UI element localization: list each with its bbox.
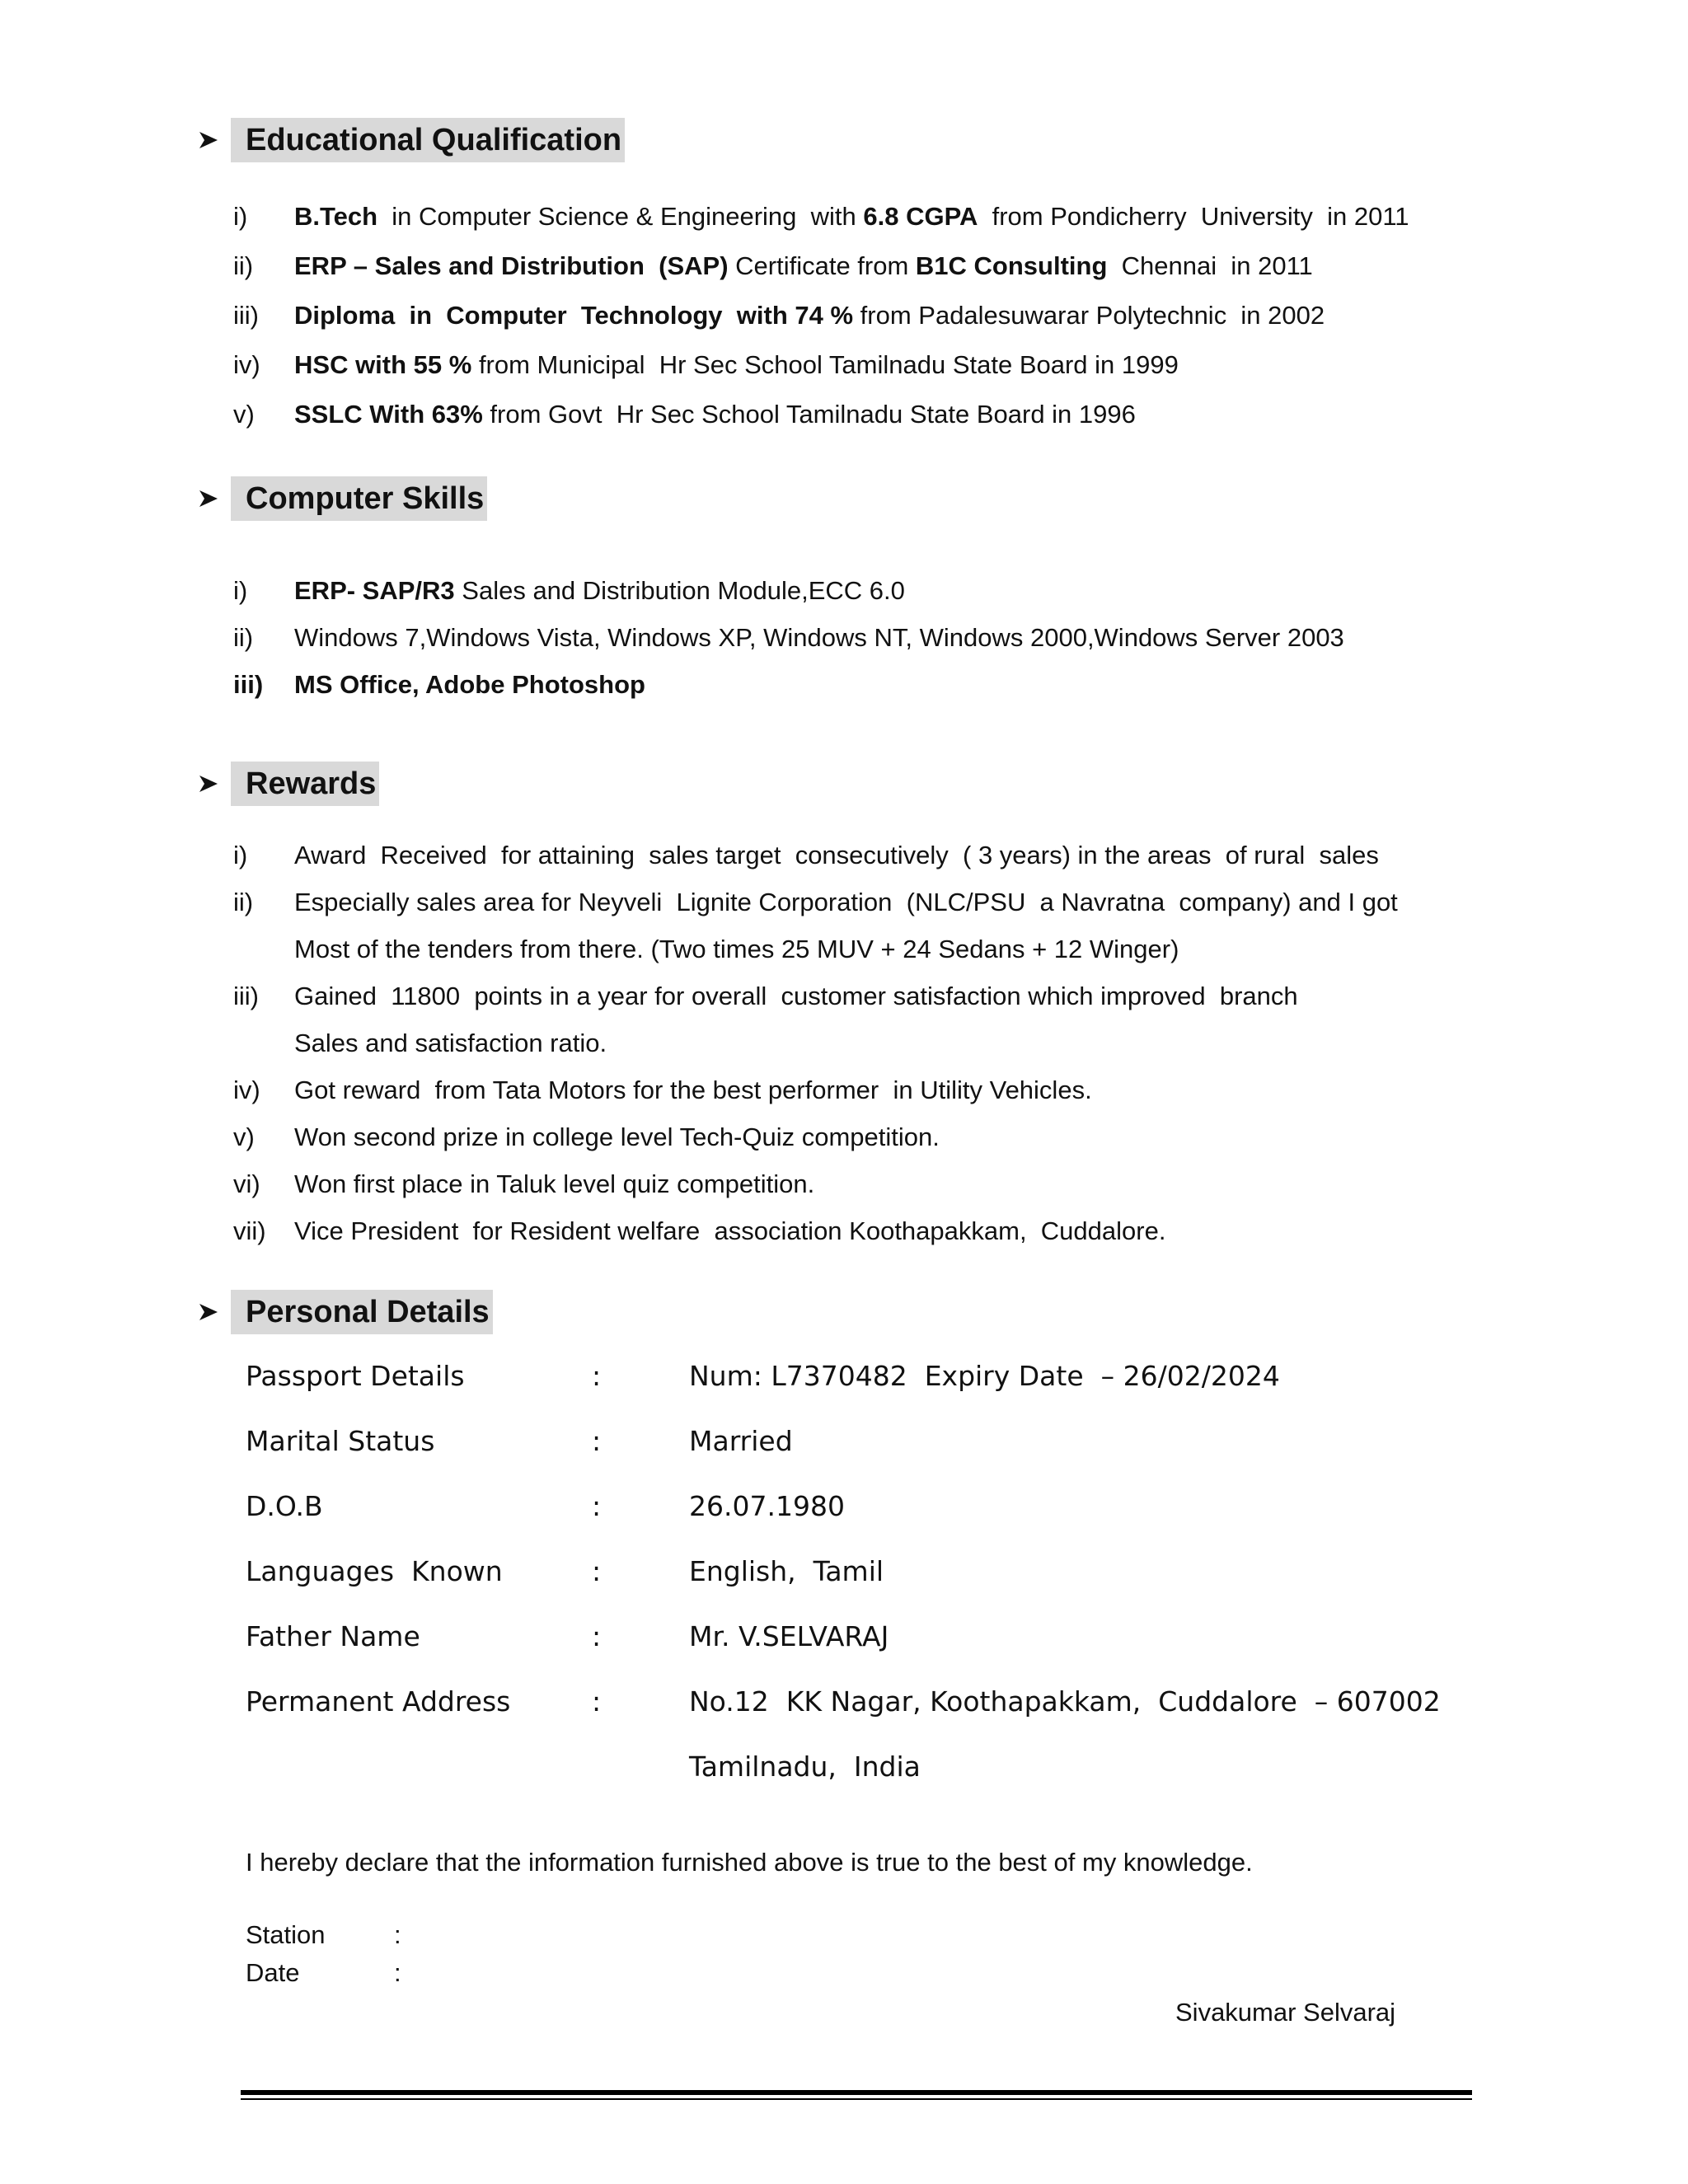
list-item-number: i) <box>233 576 248 605</box>
text-run: Especially sales area for Neyveli Lignite Corporation (NLC/PSU a Navratna company) and I got <box>294 888 1398 916</box>
detail-label: Passport Details <box>246 1360 465 1392</box>
list-item-text <box>294 202 1409 231</box>
list-item <box>231 832 1517 879</box>
detail-label: Permanent Address <box>246 1685 511 1718</box>
list-item-number: ii) <box>233 623 254 652</box>
text-run: Gained 11800 points in a year for overall customer satisfaction which improved branch <box>294 982 1298 1010</box>
list-item <box>231 291 1517 340</box>
detail-colon: : <box>592 1620 602 1652</box>
list-item-text <box>294 982 1298 1010</box>
section-heading-skills <box>198 476 487 521</box>
list-item-number: vi) <box>233 1169 260 1198</box>
text-run: Sales and Distribution Module,ECC 6.0 <box>454 576 905 605</box>
list-item-text <box>294 1216 1165 1245</box>
list-item-text <box>294 576 905 605</box>
text-run: Award Received for attaining sales target consecutively ( 3 years) in the areas of rural sales <box>294 841 1379 869</box>
station-colon: : <box>394 1920 401 1949</box>
list-item-text <box>294 1122 940 1151</box>
list-item-number: i) <box>233 841 248 869</box>
list-item-number: ii) <box>233 888 254 916</box>
list-item-text <box>294 350 1179 379</box>
list-item-text <box>294 623 1344 652</box>
text-run: Chennai in 2011 <box>1107 251 1313 280</box>
rewards-list <box>231 832 1517 1254</box>
list-item-number: vii) <box>233 1216 266 1245</box>
arrowhead-bullet-icon <box>198 1302 231 1322</box>
section-title: Rewards <box>231 762 379 806</box>
list-item-text <box>294 841 1379 869</box>
list-item <box>231 1113 1517 1160</box>
list-item-number: iv) <box>233 350 260 379</box>
list-item-number: v) <box>233 1122 255 1151</box>
text-run: from Govt Hr Sec School Tamilnadu State Board in 1996 <box>482 400 1136 429</box>
bold-text: ERP- SAP/R3 <box>294 576 455 605</box>
bold-text: B.Tech <box>294 202 378 231</box>
list-item <box>231 614 1517 661</box>
list-item-continuation: Sales and satisfaction ratio. <box>294 1029 607 1057</box>
detail-label: Father Name <box>246 1620 420 1652</box>
list-item-number: iii) <box>233 982 259 1010</box>
personal-details-table <box>246 1352 1482 1783</box>
list-item <box>231 879 1517 972</box>
bold-text: ERP – Sales and Distribution (SAP) <box>294 251 729 280</box>
date-colon: : <box>394 1958 401 1987</box>
detail-value: No.12 KK Nagar, Koothapakkam, Cuddalore – 607002 <box>689 1685 1441 1718</box>
list-item-number: iv) <box>233 1076 260 1104</box>
list-item-continuation: Most of the tenders from there. (Two times 25 MUV + 24 Sedans + 12 Winger) <box>294 935 1179 963</box>
detail-colon: : <box>592 1425 602 1457</box>
personal-detail-row <box>246 1417 1482 1482</box>
detail-value: Num: L7370482 Expiry Date – 26/02/2024 <box>689 1360 1280 1392</box>
detail-value: Married <box>689 1425 793 1457</box>
date-line <box>246 1958 401 1988</box>
list-item <box>231 1207 1517 1254</box>
section-heading-personal <box>198 1290 493 1334</box>
list-item-text <box>294 670 645 699</box>
arrowhead-bullet-icon <box>198 489 231 509</box>
list-item-number: i) <box>233 202 248 231</box>
list-item-number: iii) <box>233 301 259 330</box>
list-item-number: ii) <box>233 251 254 280</box>
personal-detail-row <box>246 1547 1482 1612</box>
personal-detail-row <box>246 1352 1482 1417</box>
bold-text: MS Office, Adobe Photoshop <box>294 670 645 699</box>
bold-text: B1C Consulting <box>915 251 1108 280</box>
date-label: Date <box>246 1958 300 1987</box>
section-title: Computer Skills <box>231 476 487 521</box>
text-run: in Computer Science & Engineering with <box>377 202 864 231</box>
detail-colon: : <box>592 1685 602 1718</box>
list-item <box>231 340 1517 390</box>
list-item-text <box>294 888 1398 916</box>
section-heading-rewards <box>198 762 379 806</box>
list-item <box>231 567 1517 614</box>
bold-text: SSLC With 63% <box>294 400 483 429</box>
list-item <box>231 390 1517 439</box>
detail-colon: : <box>592 1490 602 1522</box>
personal-detail-row <box>246 1677 1482 1783</box>
list-item-text <box>294 1076 1092 1104</box>
text-run: Vice President for Resident welfare association Koothapakkam, Cuddalore. <box>294 1216 1166 1245</box>
text-run: Won first place in Taluk level quiz competition. <box>294 1169 815 1198</box>
bold-text: Diploma in Computer Technology with 74 % <box>294 301 854 330</box>
detail-colon: : <box>592 1360 602 1392</box>
text-run: from Pondicherry University in 2011 <box>978 202 1409 231</box>
detail-value: English, Tamil <box>689 1555 884 1587</box>
detail-label: D.O.B <box>246 1490 323 1522</box>
section-title: Personal Details <box>231 1290 493 1334</box>
detail-value-continuation: Tamilnadu, India <box>689 1750 921 1783</box>
detail-colon: : <box>592 1555 602 1587</box>
text-run: from Municipal Hr Sec School Tamilnadu State Board in 1999 <box>471 350 1179 379</box>
arrowhead-bullet-icon <box>198 774 231 794</box>
footer-thick-rule <box>241 2090 1472 2095</box>
detail-value: Mr. V.SELVARAJ <box>689 1620 889 1652</box>
list-item <box>231 192 1517 241</box>
text-run: Got reward from Tata Motors for the best performer in Utility Vehicles. <box>294 1076 1092 1104</box>
declaration-text: I hereby declare that the information furnished above is true to the best of my knowledge. <box>246 1848 1253 1877</box>
text-run: Won second prize in college level Tech-Quiz competition. <box>294 1122 940 1151</box>
list-item-text <box>294 301 1325 330</box>
text-run: Certificate from <box>728 251 916 280</box>
section-title: Educational Qualification <box>231 118 625 162</box>
personal-detail-row <box>246 1482 1482 1547</box>
text-run: Windows 7,Windows Vista, Windows XP, Windows NT, Windows 2000,Windows Server 2003 <box>294 623 1344 652</box>
education-list <box>231 192 1517 439</box>
personal-detail-row <box>246 1612 1482 1677</box>
text-run: from Padalesuwarar Polytechnic in 2002 <box>853 301 1325 330</box>
bold-text: HSC with 55 % <box>294 350 472 379</box>
skills-list <box>231 567 1517 708</box>
station-line <box>246 1920 401 1950</box>
signature-name: Sivakumar Selvaraj <box>1175 1998 1396 2027</box>
section-heading-education <box>198 118 625 162</box>
list-item-number: iii) <box>233 670 264 699</box>
detail-label: Languages Known <box>246 1555 503 1587</box>
list-item-text <box>294 1169 814 1198</box>
detail-value: 26.07.1980 <box>689 1490 845 1522</box>
footer-thin-rule <box>241 2098 1472 2100</box>
detail-label: Marital Status <box>246 1425 435 1457</box>
station-label: Station <box>246 1920 326 1949</box>
list-item <box>231 661 1517 708</box>
arrowhead-bullet-icon <box>198 130 231 150</box>
bold-text: 6.8 CGPA <box>863 202 978 231</box>
list-item-text <box>294 251 1313 280</box>
list-item-number: v) <box>233 400 255 429</box>
list-item <box>231 241 1517 291</box>
list-item-text <box>294 400 1136 429</box>
list-item <box>231 1066 1517 1113</box>
list-item <box>231 972 1517 1066</box>
list-item <box>231 1160 1517 1207</box>
